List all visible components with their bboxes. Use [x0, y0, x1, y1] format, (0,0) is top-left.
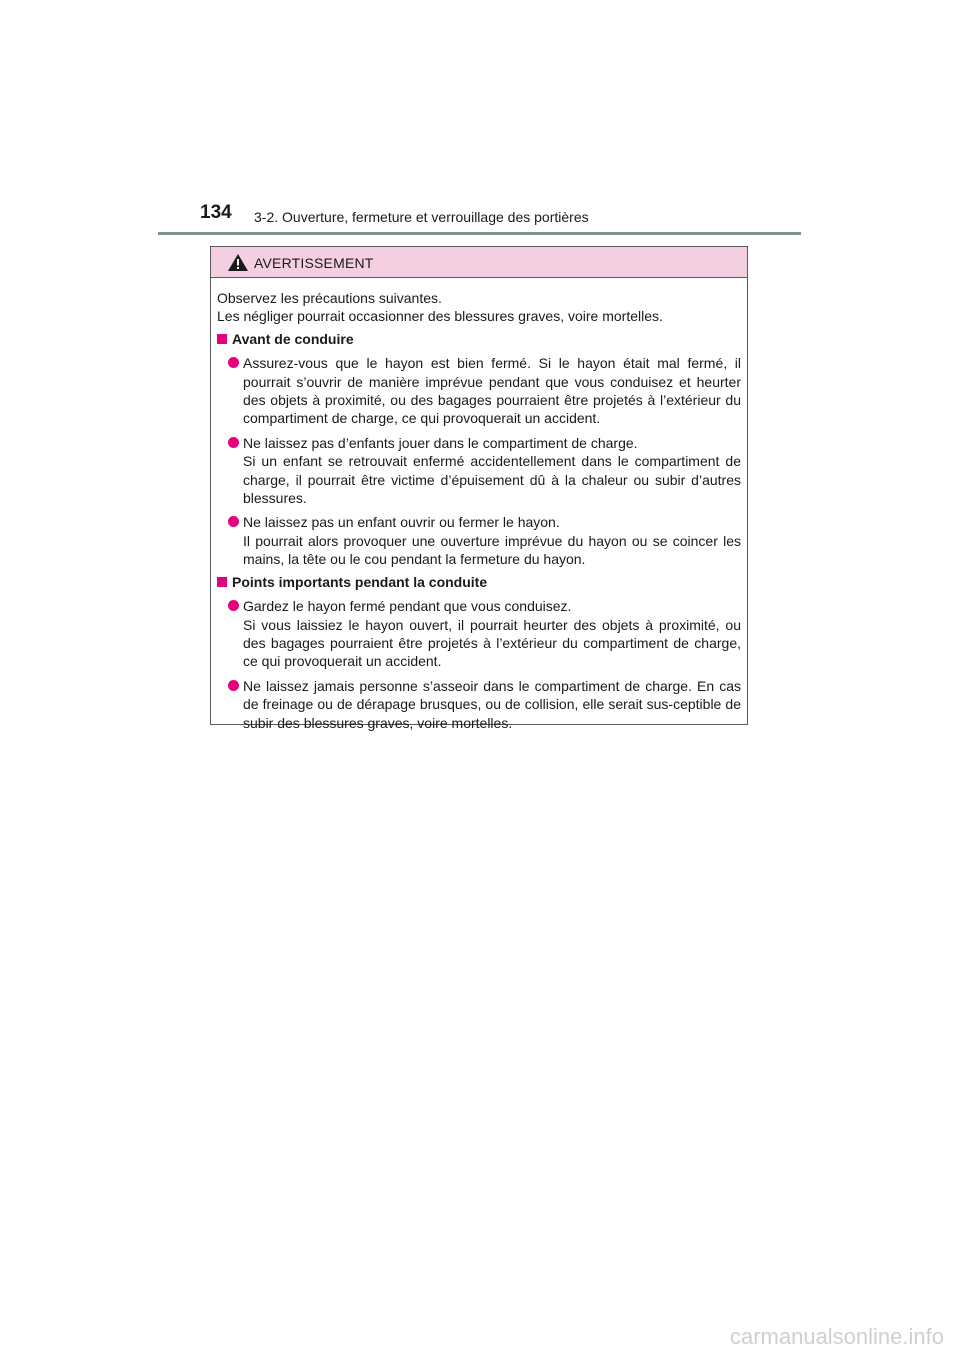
circle-bullet-icon	[228, 516, 239, 527]
bullet-text: Ne laissez pas un enfant ouvrir ou fermer le hayon.	[243, 514, 560, 531]
bullet-text: Si un enfant se retrouvait enfermé accidentellement dans le compartiment de charge, il pourrait être victime d’épuisement dû à la chaleur ou subir d’autres blessures.	[243, 453, 741, 507]
bullet-text: Ne laissez pas d’enfants jouer dans le compartiment de charge.	[243, 434, 638, 451]
warning-triangle-icon	[228, 254, 248, 271]
section-heading	[217, 330, 741, 348]
intro-line: Les négliger pourrait occasionner des blessures graves, voire mortelles.	[217, 308, 663, 325]
circle-bullet-icon	[228, 600, 239, 611]
circle-bullet-icon	[228, 357, 239, 368]
intro-line: Observez les précautions suivantes.	[217, 290, 442, 306]
warning-body	[211, 278, 747, 732]
bullet-text: Ne laissez jamais personne s’asseoir dans le compartiment de charge. En cas de freinage ou de dérapage brusques, ou de collision, elle serait sus-ceptible de subir des blessures graves, voire mortelles.	[243, 677, 741, 731]
header-divider	[158, 232, 801, 235]
bullet-item	[217, 513, 741, 568]
bullet-item	[217, 597, 741, 671]
circle-bullet-icon	[228, 437, 239, 448]
section-heading-text: Avant de conduire	[232, 330, 354, 347]
bullet-item	[217, 354, 741, 428]
page-number: 134	[200, 202, 232, 223]
section-heading-text: Points importants pendant la conduite	[232, 573, 488, 590]
warning-header	[211, 247, 747, 278]
bullet-item	[217, 677, 741, 732]
square-bullet-icon	[217, 334, 227, 344]
warning-title: AVERTISSEMENT	[254, 255, 374, 271]
square-bullet-icon	[217, 577, 227, 587]
bullet-item	[217, 434, 741, 508]
bullet-text: Assurez-vous que le hayon est bien fermé. Si le hayon était mal fermé, il pourrait s’ouvrir de manière imprévue pendant que vous conduisez et heurter des objets à proximité, ou des bagages pourraient être projetés à l’extérieur du compartiment de charge, ce qui provoquerait un accident.	[243, 355, 741, 427]
section-heading	[217, 573, 741, 591]
bullet-text: Il pourrait alors provoquer une ouverture imprévue du hayon ou se coincer les mains, la tête ou le cou pendant la fermeture du hayon.	[243, 532, 741, 568]
bullet-text: Si vous laissiez le hayon ouvert, il pourrait heurter des objets à proximité, ou des bagages pourraient être projetés à l’extérieur du compartiment de charge, ce qui provoquerait un accident.	[243, 616, 741, 670]
section-title: 3-2. Ouverture, fermeture et verrouillage des portières	[254, 209, 589, 225]
bullet-text: Gardez le hayon fermé pendant que vous conduisez.	[243, 598, 572, 615]
warning-box	[210, 246, 748, 731]
circle-bullet-icon	[228, 680, 239, 691]
watermark-logo: carmanualsonline.info	[729, 1324, 944, 1349]
